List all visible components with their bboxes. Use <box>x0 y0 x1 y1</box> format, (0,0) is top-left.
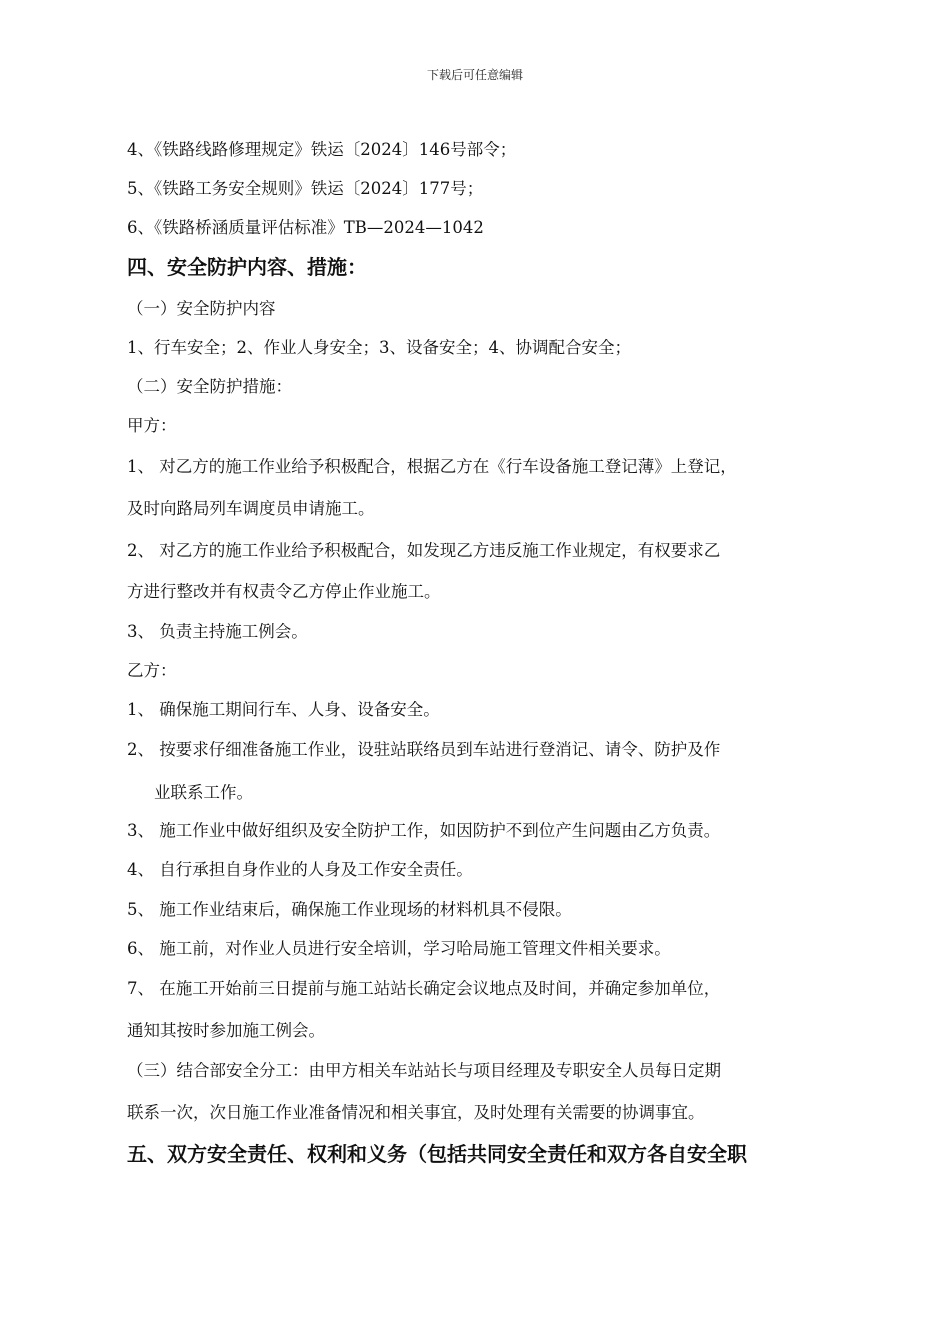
party-a-item: 方进行整改并有权责令乙方停止作业施工。 <box>127 582 441 601</box>
party-b-item: 1、 确保施工期间行车、人身、设备安全。 <box>127 700 440 719</box>
party-b-label: 乙方： <box>127 661 177 680</box>
party-a-item: 2、 对乙方的施工作业给予积极配合，如发现乙方违反施工作业规定，有权要求乙 <box>127 541 721 560</box>
subsection-1-title: （一）安全防护内容 <box>127 299 276 318</box>
reference-item: 6、《铁路桥涵质量评估标准》TB—2024—1042 <box>127 218 484 237</box>
party-b-item: 6、 施工前，对作业人员进行安全培训，学习哈局施工管理文件相关要求。 <box>127 939 671 958</box>
party-a-item: 3、 负责主持施工例会。 <box>127 622 308 641</box>
section-5-heading: 五、双方安全责任、权利和义务（包括共同安全责任和双方各自安全职 <box>127 1142 747 1166</box>
party-b-item: 2、 按要求仔细准备施工作业，设驻站联络员到车站进行登消记、请令、防护及作 <box>127 740 721 759</box>
party-b-item: 业联系工作。 <box>154 783 253 802</box>
subsection-1-text: 1、行车安全；2、作业人身安全；3、设备安全；4、协调配合安全； <box>127 338 631 357</box>
section-4-heading: 四、安全防护内容、措施： <box>127 255 367 279</box>
party-a-item: 及时向路局列车调度员申请施工。 <box>127 499 375 518</box>
party-b-item: 5、 施工作业结束后，确保施工作业现场的材料机具不侵限。 <box>127 900 572 919</box>
subsection-2-title: （二）安全防护措施： <box>127 377 292 396</box>
subsection-3-text: （三）结合部安全分工：由甲方相关车站站长与项目经理及专职安全人员每日定期 <box>127 1061 721 1080</box>
page-header-note: 下载后可任意编辑 <box>426 68 523 82</box>
reference-item: 4、《铁路线路修理规定》铁运〔2024〕146号部令； <box>127 140 517 159</box>
party-a-item: 1、 对乙方的施工作业给予积极配合，根据乙方在《行车设备施工登记薄》上登记， <box>127 457 737 476</box>
subsection-3-text: 联系一次，次日施工作业准备情况和相关事宜，及时处理有关需要的协调事宜。 <box>127 1103 705 1122</box>
party-b-item: 3、 施工作业中做好组织及安全防护工作，如因防护不到位产生问题由乙方负责。 <box>127 821 721 840</box>
party-b-item: 4、 自行承担自身作业的人身及工作安全责任。 <box>127 860 473 879</box>
party-b-item: 通知其按时参加施工例会。 <box>127 1021 325 1040</box>
reference-item: 5、《铁路工务安全规则》铁运〔2024〕177号； <box>127 179 484 198</box>
party-a-label: 甲方： <box>127 416 177 435</box>
party-b-item: 7、 在施工开始前三日提前与施工站站长确定会议地点及时间，并确定参加单位， <box>127 979 721 998</box>
